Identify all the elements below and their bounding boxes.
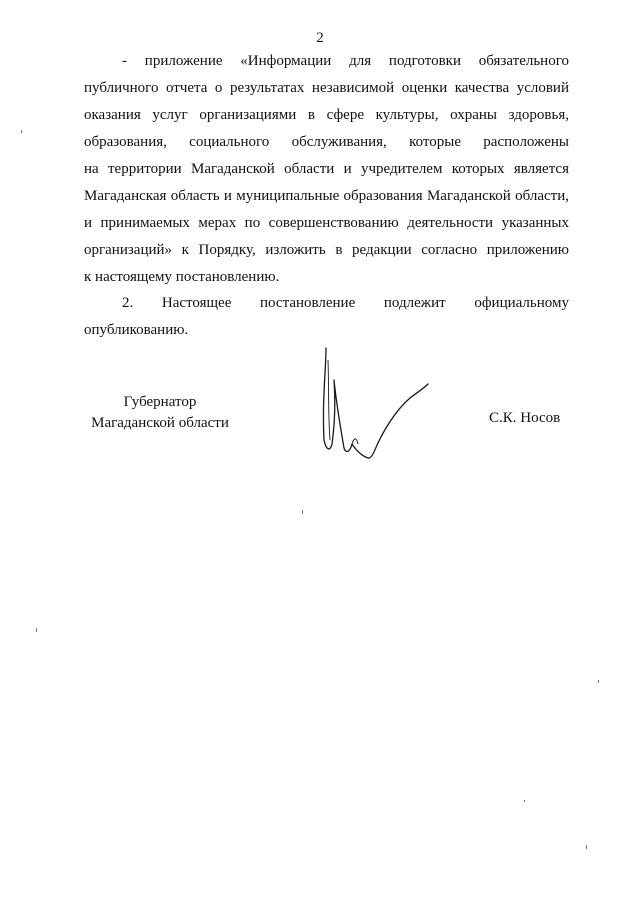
signatory-title — [80, 392, 240, 434]
scan-speck — [586, 845, 587, 849]
scan-speck — [21, 130, 22, 133]
paragraph1-line: Магаданская область и муниципальные образования Магаданской области, — [84, 188, 569, 204]
signatory-title-line1: Губернатор — [123, 394, 197, 410]
paragraph1-line: организаций» к Порядку, изложить в редакции согласно приложению — [84, 242, 569, 258]
signatory-title-line2: Магаданской области — [91, 415, 229, 431]
paragraph1-line: публичного отчета о результатах независимой оценки качества условий — [84, 80, 569, 96]
paragraph1-line: к настоящему постановлению. — [84, 269, 280, 285]
page-number: 2 — [316, 30, 324, 46]
paragraph1-line: на территории Магаданской области и учредителем которых является — [84, 161, 569, 177]
handwritten-signature — [310, 340, 440, 470]
paragraph1-line: оказания услуг организациями в сфере культуры, охраны здоровья, — [84, 107, 569, 123]
paragraph1-line: и принимаемых мерах по совершенствованию деятельности указанных — [84, 215, 569, 231]
signatory-name: С.К. Носов — [489, 410, 561, 426]
scan-speck — [524, 800, 525, 802]
scan-speck — [36, 628, 37, 632]
paragraph1-line: образования, социального обслуживания, которые расположены — [84, 134, 569, 150]
paragraph1-line: - приложение «Информации для подготовки обязательного — [122, 53, 569, 69]
scan-speck — [598, 680, 599, 683]
paragraph2-line: опубликованию. — [84, 322, 189, 338]
paragraph2-line: 2. Настоящее постановление подлежит официальному — [122, 295, 569, 311]
scan-speck — [302, 510, 303, 514]
